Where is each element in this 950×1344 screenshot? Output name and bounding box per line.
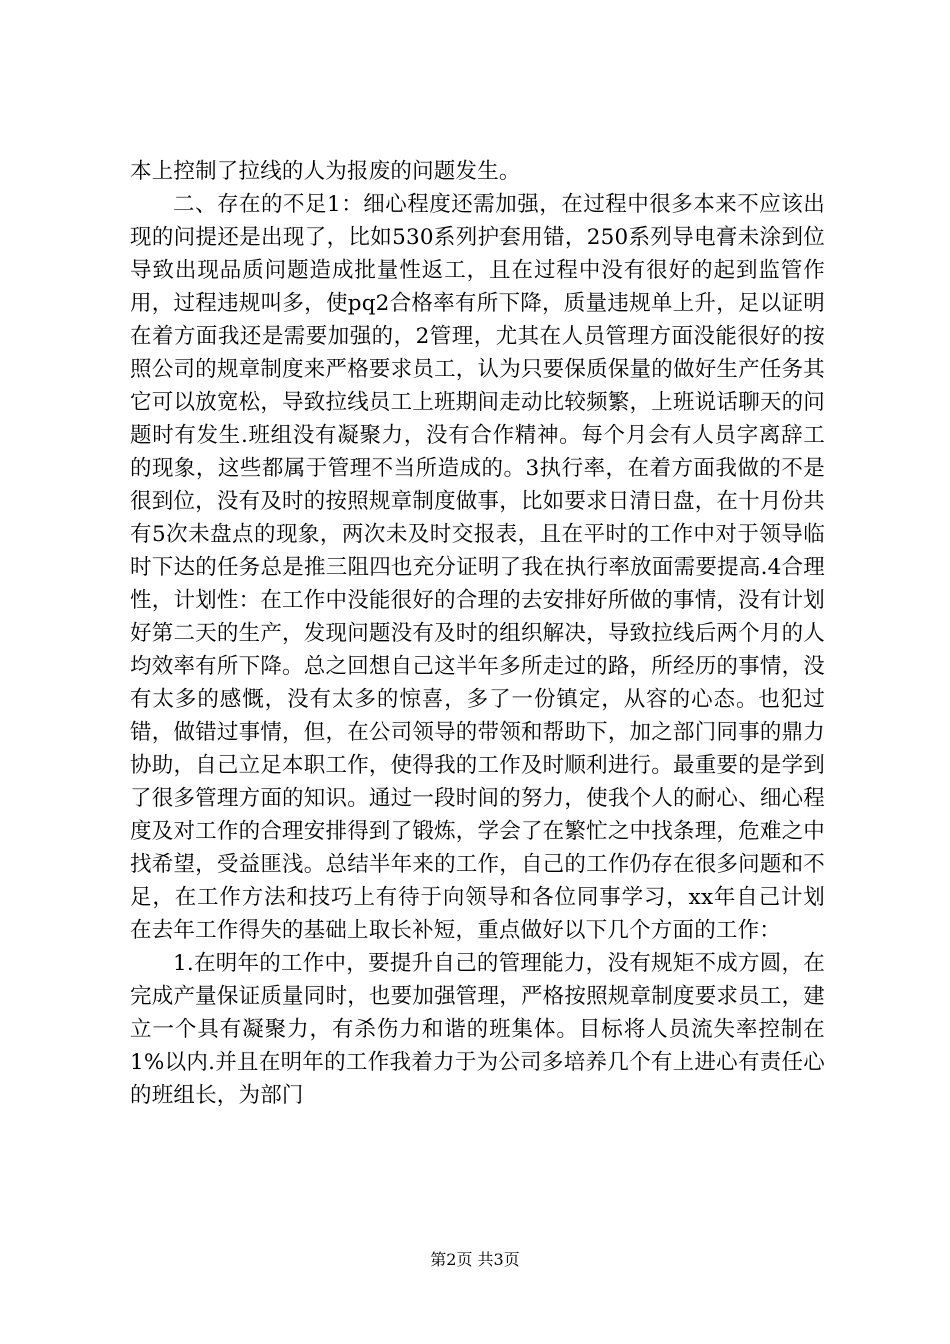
paragraph-shortcomings: 二、存在的不足1：细心程度还需加强，在过程中很多本来不应该出现的问提还是出现了，比如530系列护套用错，250系列导电膏未涂到位导致出现品质问题造成批量性返工，且在过程中没有很好的起到监管作用，过程违规叫多，使pq2合格率有所下降，质量违规单上升，足以证明在着方面我还是需要加强的，2管理，尤其在人员管理方面没能很好的按照公司的规章制度来严格要求员工，认为只要保质保量的做好生产任务其它可以放宽松，导致拉线员工上班期间走动比较频繁，上班说话聊天的问题时有发生.班组没有凝聚力，没有合作精神。每个月会有人员字离辞工的现象，这些都属于管理不当所造成的。3执行率，在着方面我做的不是很到位，没有及时的按照规章制度做事，比如要求日清日盘，在十月份共有5次未盘点的现象，两次未及时交报表，且在平时的工作中对于领导临时下达的任务总是推三阻四也充分证明了我在执行率放面需要提高.4合理性，计划性：在工作中没能很好的合理的去安排好所做的事情，没有计划好第二天的生产，发现问题没有及时的组织解决，导致拉线后两个月的人均效率有所下降。总之回想自己这半年多所走过的路，所经历的事情，没有太多的感慨，没有太多的惊喜，多了一份镇定，从容的心态。也犯过错，做错过事情，但，在公司领导的带领和帮助下，加之部门同事的鼎力协助，自己立足本职工作，使得我的工作及时顺利进行。最重要的是学到了很多管理方面的知识。通过一段时间的努力，使我个人的耐心、细心程度及对工作的合理安排得到了锻炼，学会了在繁忙之中找条理，危难之中找希望，受益匪浅。总结半年来的工作，自己的工作仍存在很多问题和不足，在工作方法和技巧上有待于向领导和各位同事学习，xx年自己计划在去年工作得失的基础上取长补短，重点做好以下几个方面的工作：	[130, 192, 825, 943]
body-text	[130, 155, 825, 1112]
paragraph-continuation: 本上控制了拉线的人为报废的问题发生。	[130, 159, 521, 184]
paragraph-plan-item-1: 1.在明年的工作中，要提升自己的管理能力，没有规矩不成方圆，在完成产量保证质量同时，也要加强管理，严格按照规章制度要求员工，建立一个具有凝聚力，有杀伤力和谐的班集体。目标将人员流失率控制在1%以内.并且在明年的工作我着力于为公司多培养几个有上进心有责任心的班组长，为部门	[130, 951, 825, 1108]
page-footer: 第2页 共3页	[430, 1250, 520, 1269]
